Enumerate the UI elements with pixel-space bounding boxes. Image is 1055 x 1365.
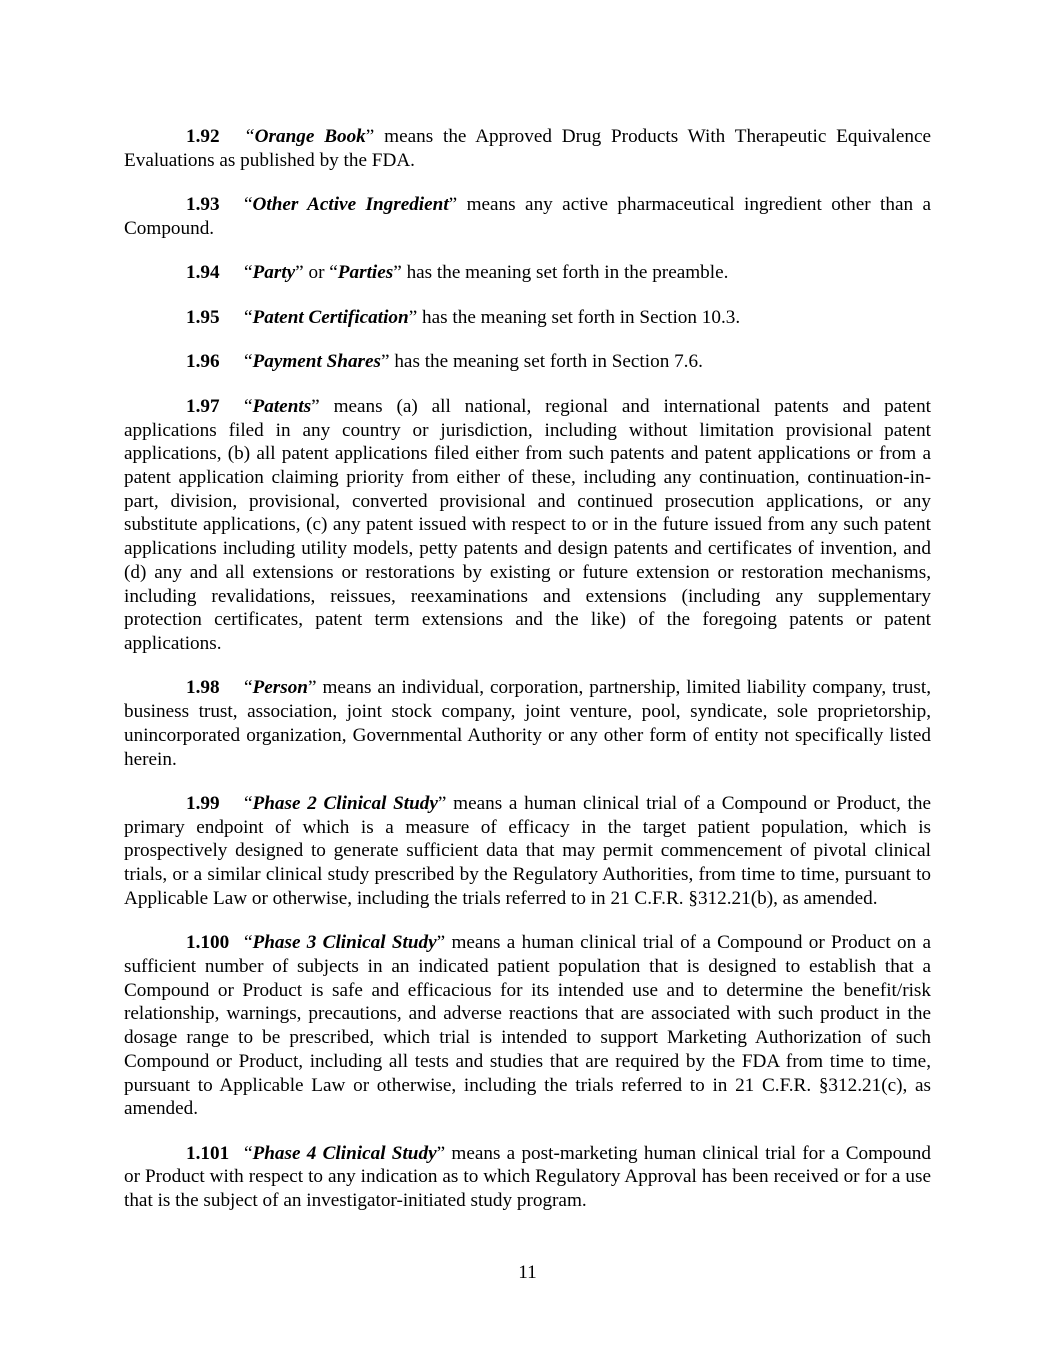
close-quote: ” (295, 262, 304, 284)
section-number: 1.95 (186, 306, 220, 328)
section-number: 1.93 (186, 194, 220, 216)
close-quote: ” (436, 932, 446, 954)
section-number: 1.96 (186, 351, 220, 373)
section-number: 1.98 (186, 677, 220, 699)
definition-text: means an individual, corporation, partnership, limited liability company, trust, business trust, association, joint stock company, joint venture, pool, syndicate, sole proprietorship, unincorporated organization, Governmental Authority or any other form of entity not specifically listed herein. (124, 677, 931, 770)
definition-1-100 (124, 931, 931, 1121)
defined-term: Other Active Ingredient (252, 194, 449, 216)
close-quote: ” (381, 351, 390, 373)
document-page (124, 125, 931, 1234)
definition-1-95 (124, 306, 931, 330)
definition-1-92 (124, 125, 931, 172)
defined-term: Patent Certification (252, 306, 409, 328)
close-quote: ” (311, 395, 320, 417)
close-quote: ” (408, 306, 418, 328)
open-quote: “ (244, 194, 253, 216)
open-quote: “ (244, 306, 253, 328)
definition-text: means a human clinical trial of a Compound or Product, the primary endpoint of which is a measure of efficacy in the target patient population, which is prospectively designed to generate sufficient data that may permit commencement of pivotal clinical trials, or a similar clinical study prescribed by the Regulatory Authorities, from time to time, pursuant to Applicable Law or otherwise, including the trials referred to in 21 C.F.R. §312.21(b), as amended. (124, 793, 932, 909)
definition-1-96 (124, 350, 931, 374)
definition-text: means (a) all national, regional and international patents and patent applications filed in any country or jurisdiction, including without limitation provisional patent applications, (b) all patent applications filed either from such patents and patent applications or from a patent application claiming priority from either of these, including any continuation, continuation-in-part, division, provisional, converted provisional and continued prosecution applications, or any substitute applications, (c) any patent issued with respect to or in the future issued from any such patent applications including utility models, petty patents and design patents and certificates of invention, and (d) any and all extensions or restorations by existing or future extension or restoration mechanisms, including revalidations, reissues, reexaminations and extensions (including any supplementary protection certificates, patent term extensions and the like) of the foregoing patents or patent applications. (124, 395, 931, 654)
section-number: 1.99 (186, 793, 220, 815)
open-quote: “ (244, 262, 253, 284)
open-quote: “ (244, 932, 253, 954)
page-number: 11 (518, 1262, 537, 1283)
section-number: 1.101 (186, 1142, 230, 1164)
definition-1-99 (124, 792, 931, 911)
open-quote: “ (244, 677, 253, 699)
defined-term: Person (252, 677, 308, 699)
close-quote: ” (436, 1142, 446, 1164)
defined-term: Phase 4 Clinical Study (252, 1142, 437, 1164)
defined-term: Patents (252, 395, 312, 417)
open-quote: “ (244, 395, 253, 417)
definition-text: means the Approved Drug Products With Therapeutic Equivalence Evaluations as published by the FDA. (124, 126, 931, 171)
defined-term: Party (252, 262, 296, 284)
defined-term-alt: Parties (337, 262, 394, 284)
close-quote: ” (365, 126, 375, 147)
close-quote: ” (393, 262, 402, 284)
close-quote: ” (448, 194, 458, 216)
close-quote: ” (437, 793, 447, 815)
section-number: 1.97 (186, 395, 220, 417)
definition-1-97 (124, 395, 931, 656)
definition-text: has the meaning set forth in Section 10.3. (417, 306, 741, 328)
section-number: 1.92 (186, 126, 220, 147)
definition-1-98 (124, 676, 931, 771)
definition-1-94 (124, 261, 931, 285)
connector-text: or “ (303, 262, 338, 284)
definition-1-101 (124, 1142, 931, 1213)
defined-term: Phase 3 Clinical Study (252, 932, 437, 954)
section-number: 1.100 (186, 932, 230, 954)
definition-text: means any active pharmaceutical ingredient other than a Compound. (124, 194, 932, 239)
open-quote: “ (244, 126, 255, 147)
open-quote: “ (244, 793, 253, 815)
section-number: 1.94 (186, 262, 220, 284)
close-quote: ” (307, 677, 317, 699)
defined-term: Phase 2 Clinical Study (252, 793, 438, 815)
definition-text: has the meaning set forth in Section 7.6. (389, 351, 703, 373)
definition-text: means a post-marketing human clinical trial for a Compound or Product with respect to any indication as to which Regulatory Approval has been received or for a use that is the subject of an investigator-initiated study program. (124, 1142, 931, 1212)
definition-text: has the meaning set forth in the preamble. (401, 262, 729, 284)
definition-1-93 (124, 193, 931, 240)
open-quote: “ (244, 351, 253, 373)
defined-term: Orange Book (254, 126, 366, 147)
open-quote: “ (244, 1142, 253, 1164)
definition-text: means a human clinical trial of a Compound or Product on a sufficient number of subjects in an indicated patient population that is designed to establish that a Compound or Product is safe and efficacious for its intended use and to determine the benefit/risk relationship, warnings, precautions, and adverse reactions that are associated with such product in the dosage range to be prescribed, which trial is intended to support Marketing Authorization of such Compound or Product, including all tests and studies that are required by the FDA from time to time, pursuant to Applicable Law or otherwise, including the trials referred to in 21 C.F.R. §312.21(c), as amended. (124, 932, 931, 1120)
defined-term: Payment Shares (252, 351, 381, 373)
